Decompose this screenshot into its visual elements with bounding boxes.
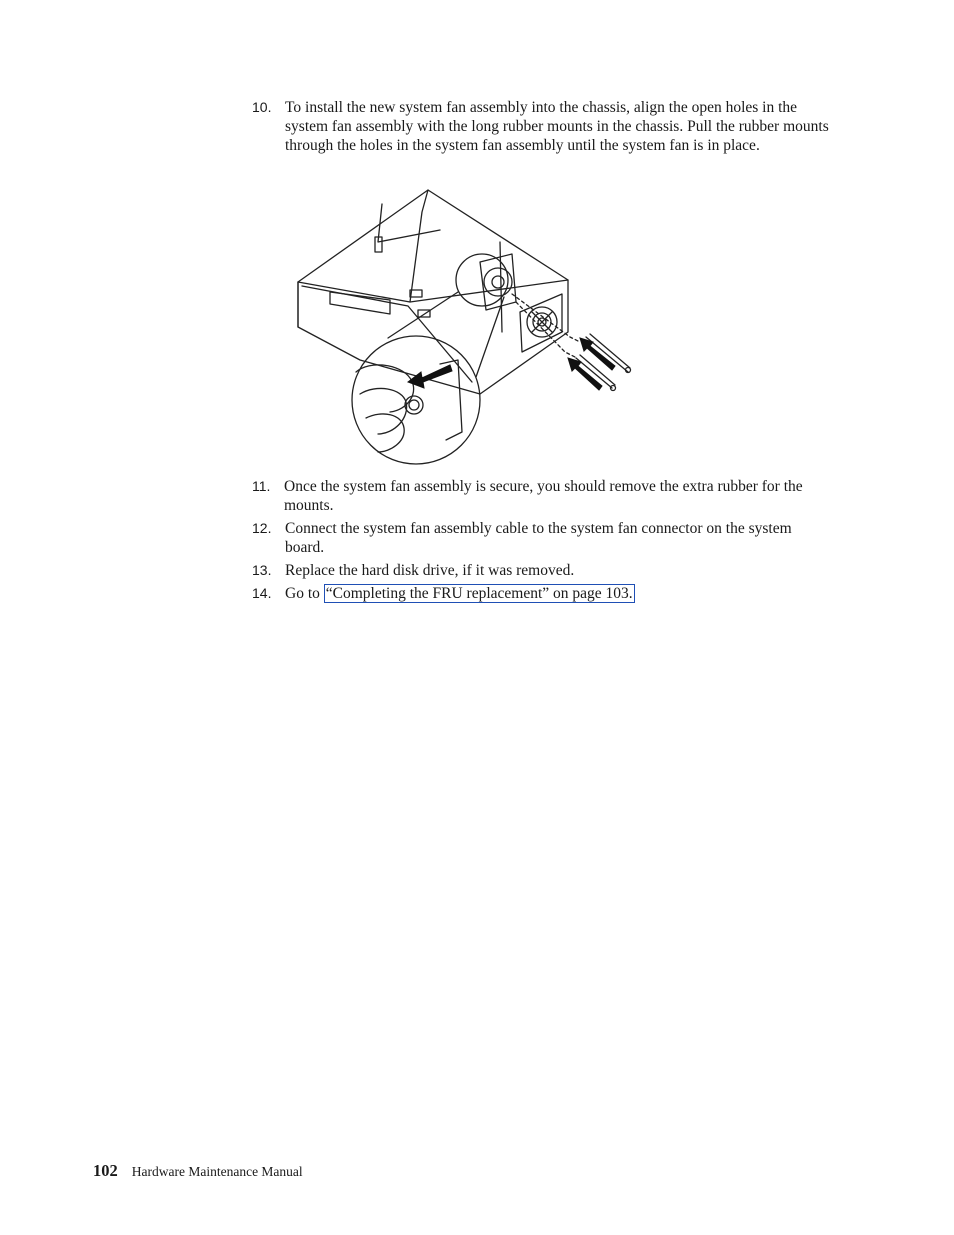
step-11 xyxy=(252,477,832,515)
step-text: To install the new system fan assembly into the chassis, align the open holes in the system fan assembly with the long rubber mounts in the chassis. Pull the rubber mounts through the holes in the system fan assembly until the system fan is in place. xyxy=(285,99,829,154)
step-10 xyxy=(252,98,832,155)
step-number: 12. xyxy=(252,520,272,536)
step-text: Connect the system fan assembly cable to the system fan connector on the system board. xyxy=(285,520,792,556)
step-text xyxy=(285,584,832,603)
step-text-prefix: Go to xyxy=(285,585,324,602)
page-number: 102 xyxy=(93,1161,118,1180)
step-text: Once the system fan assembly is secure, you should remove the extra rubber for the mounts. xyxy=(284,478,803,514)
step-number: 10. xyxy=(252,99,272,115)
step-14 xyxy=(252,584,832,603)
fan-assembly-illustration xyxy=(290,182,650,467)
step-number: 13. xyxy=(252,562,272,578)
fan-assembly-installation-icon xyxy=(290,182,650,467)
step-number: 11. xyxy=(252,478,271,494)
page-footer xyxy=(93,1161,303,1181)
step-number: 14. xyxy=(252,585,272,601)
manual-title: Hardware Maintenance Manual xyxy=(131,1164,303,1179)
step-12 xyxy=(252,519,832,557)
step-text: Replace the hard disk drive, if it was removed. xyxy=(285,562,575,579)
step-13 xyxy=(252,561,832,580)
completing-fru-replacement-link[interactable]: “Completing the FRU replacement” on page 103. xyxy=(325,585,633,602)
